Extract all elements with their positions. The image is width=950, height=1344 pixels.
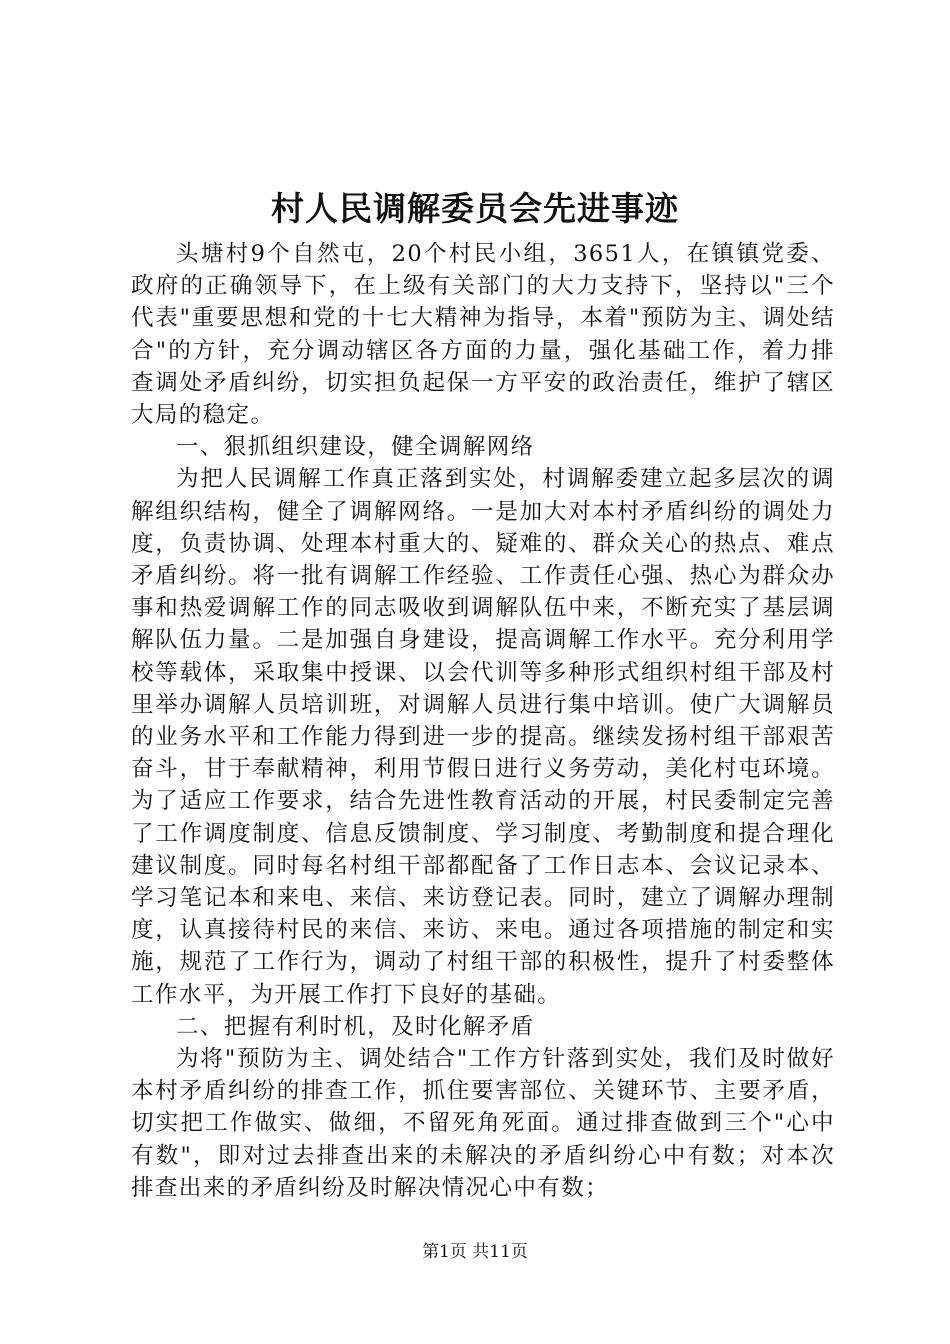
- paragraph-section-2: 为将"预防为主、调处结合"工作方针落到实处，我们及时做好本村矛盾纠纷的排查工作，抓住要害部位、关键环节、主要矛盾，切实把工作做实、做细，不留死角死面。通过排查做到三个"心中有数"，即对过去排查出来的未解决的矛盾纠纷心中有数；对本次排查出来的矛盾纠纷及时解决情况心中有数；: [131, 1046, 835, 1201]
- document-title: 村人民调解委员会先进事迹: [271, 189, 679, 228]
- section-heading-2: 二、把握有利时机，及时化解矛盾: [176, 1013, 535, 1040]
- page-number-footer: 第1页 共11页: [422, 1242, 528, 1262]
- paragraph-intro: 头塘村9个自然屯，20个村民小组，3651人，在镇镇党委、政府的正确领导下，在上级有关部门的大力支持下，坚持以"三个代表"重要思想和党的十七大精神为指导，本着"预防为主、调处结合"的方针，充分调动辖区各方面的力量，强化基础工作，着力排查调处矛盾纠纷，切实担负起保一方平安的政治责任，维护了辖区大局的稳定。: [131, 241, 835, 429]
- paragraph-section-1: 为把人民调解工作真正落到实处，村调解委建立起多层次的调解组织结构，健全了调解网络。一是加大对本村矛盾纠纷的调处力度，负责协调、处理本村重大的、疑难的、群众关心的热点、难点矛盾纠纷。将一批有调解工作经验、工作责任心强、热心为群众办事和热爱调解工作的同志吸收到调解队伍中来，不断充实了基层调解队伍力量。二是加强自身建设，提高调解工作水平。充分利用学校等载体，采取集中授课、以会代训等多种形式组织村组干部及村里举办调解人员培训班，对调解人员进行集中培训。使广大调解员的业务水平和工作能力得到进一步的提高。继续发扬村组干部艰苦奋斗，甘于奉献精神，利用节假日进行义务劳动，美化村屯环境。为了适应工作要求，结合先进性教育活动的开展，村民委制定完善了工作调度制度、信息反馈制度、学习制度、考勤制度和提合理化建议制度。同时每名村组干部都配备了工作日志本、会议记录本、学习笔记本和来电、来信、来访登记表。同时，建立了调解办理制度，认真接待村民的来信、来访、来电。通过各项措施的制定和实施，规范了工作行为，调动了村组干部的积极性，提升了村委整体工作水平，为开展工作打下良好的基础。: [131, 466, 835, 1008]
- document-body: [131, 238, 835, 1204]
- section-heading-1: 一、狠抓组织建设，健全调解网络: [176, 434, 535, 461]
